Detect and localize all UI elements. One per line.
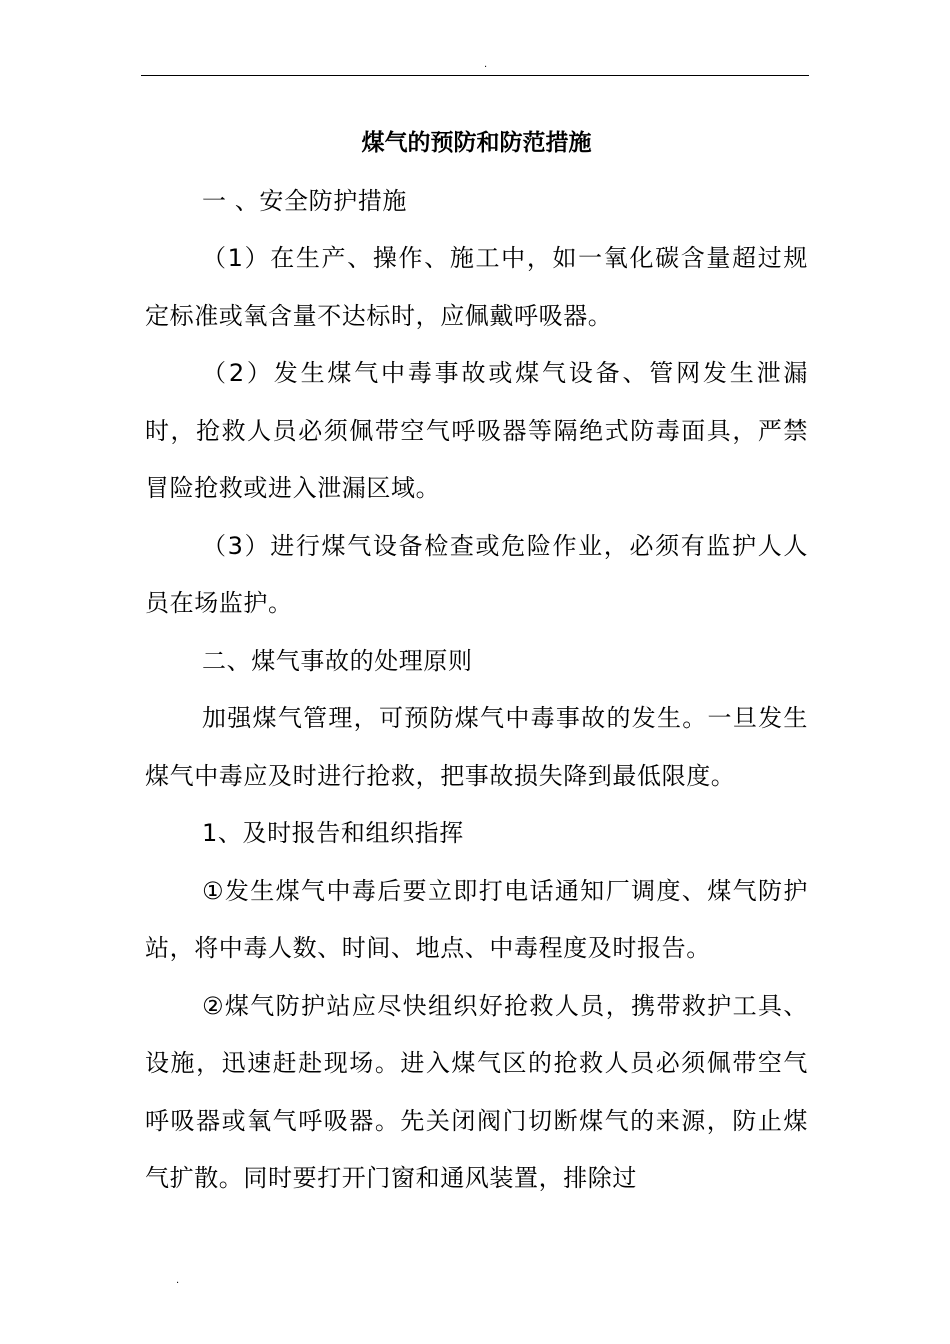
paragraph-item-1: （1）在生产、操作、施工中，如一氧化碳含量超过规定标准或氧含量不达标时，应佩戴呼吸器。	[145, 244, 808, 330]
header-mark: .	[484, 59, 488, 70]
document-body	[145, 115, 808, 1208]
section-heading-2: 二、煤气事故的处理原则	[202, 646, 473, 675]
paragraph-intro: 加强煤气管理，可预防煤气中毒事故的发生。一旦发生煤气中毒应及时进行抢救，把事故损失降到最低限度。	[145, 704, 808, 790]
paragraph-item-3: （3）进行煤气设备检查或危险作业，必须有监护人人员在场监护。	[145, 531, 808, 617]
paragraph-item-2: （2）发生煤气中毒事故或煤气设备、管网发生泄漏时，抢救人员必须佩带空气呼吸器等隔绝式防毒面具，严禁冒险抢救或进入泄漏区域。	[145, 359, 808, 502]
footer-mark: .	[176, 1275, 180, 1286]
paragraph-step-1: ①发生煤气中毒后要立即打电话通知厂调度、煤气防护站，将中毒人数、时间、地点、中毒程度及时报告。	[145, 876, 808, 962]
document-title: 煤气的预防和防范措施	[361, 130, 592, 156]
subsection-heading-1: 1、及时报告和组织指挥	[202, 819, 464, 847]
header-rule	[141, 75, 809, 76]
section-heading-1: 一 、安全防护措施	[202, 186, 408, 215]
paragraph-step-2: ②煤气防护站应尽快组织好抢救人员，携带救护工具、设施，迅速赶赴现场。进入煤气区的抢救人员必须佩带空气呼吸器或氧气呼吸器。先关闭阀门切断煤气的来源，防止煤气扩散。同时要打开门窗和通风装置，排除过	[145, 991, 808, 1192]
